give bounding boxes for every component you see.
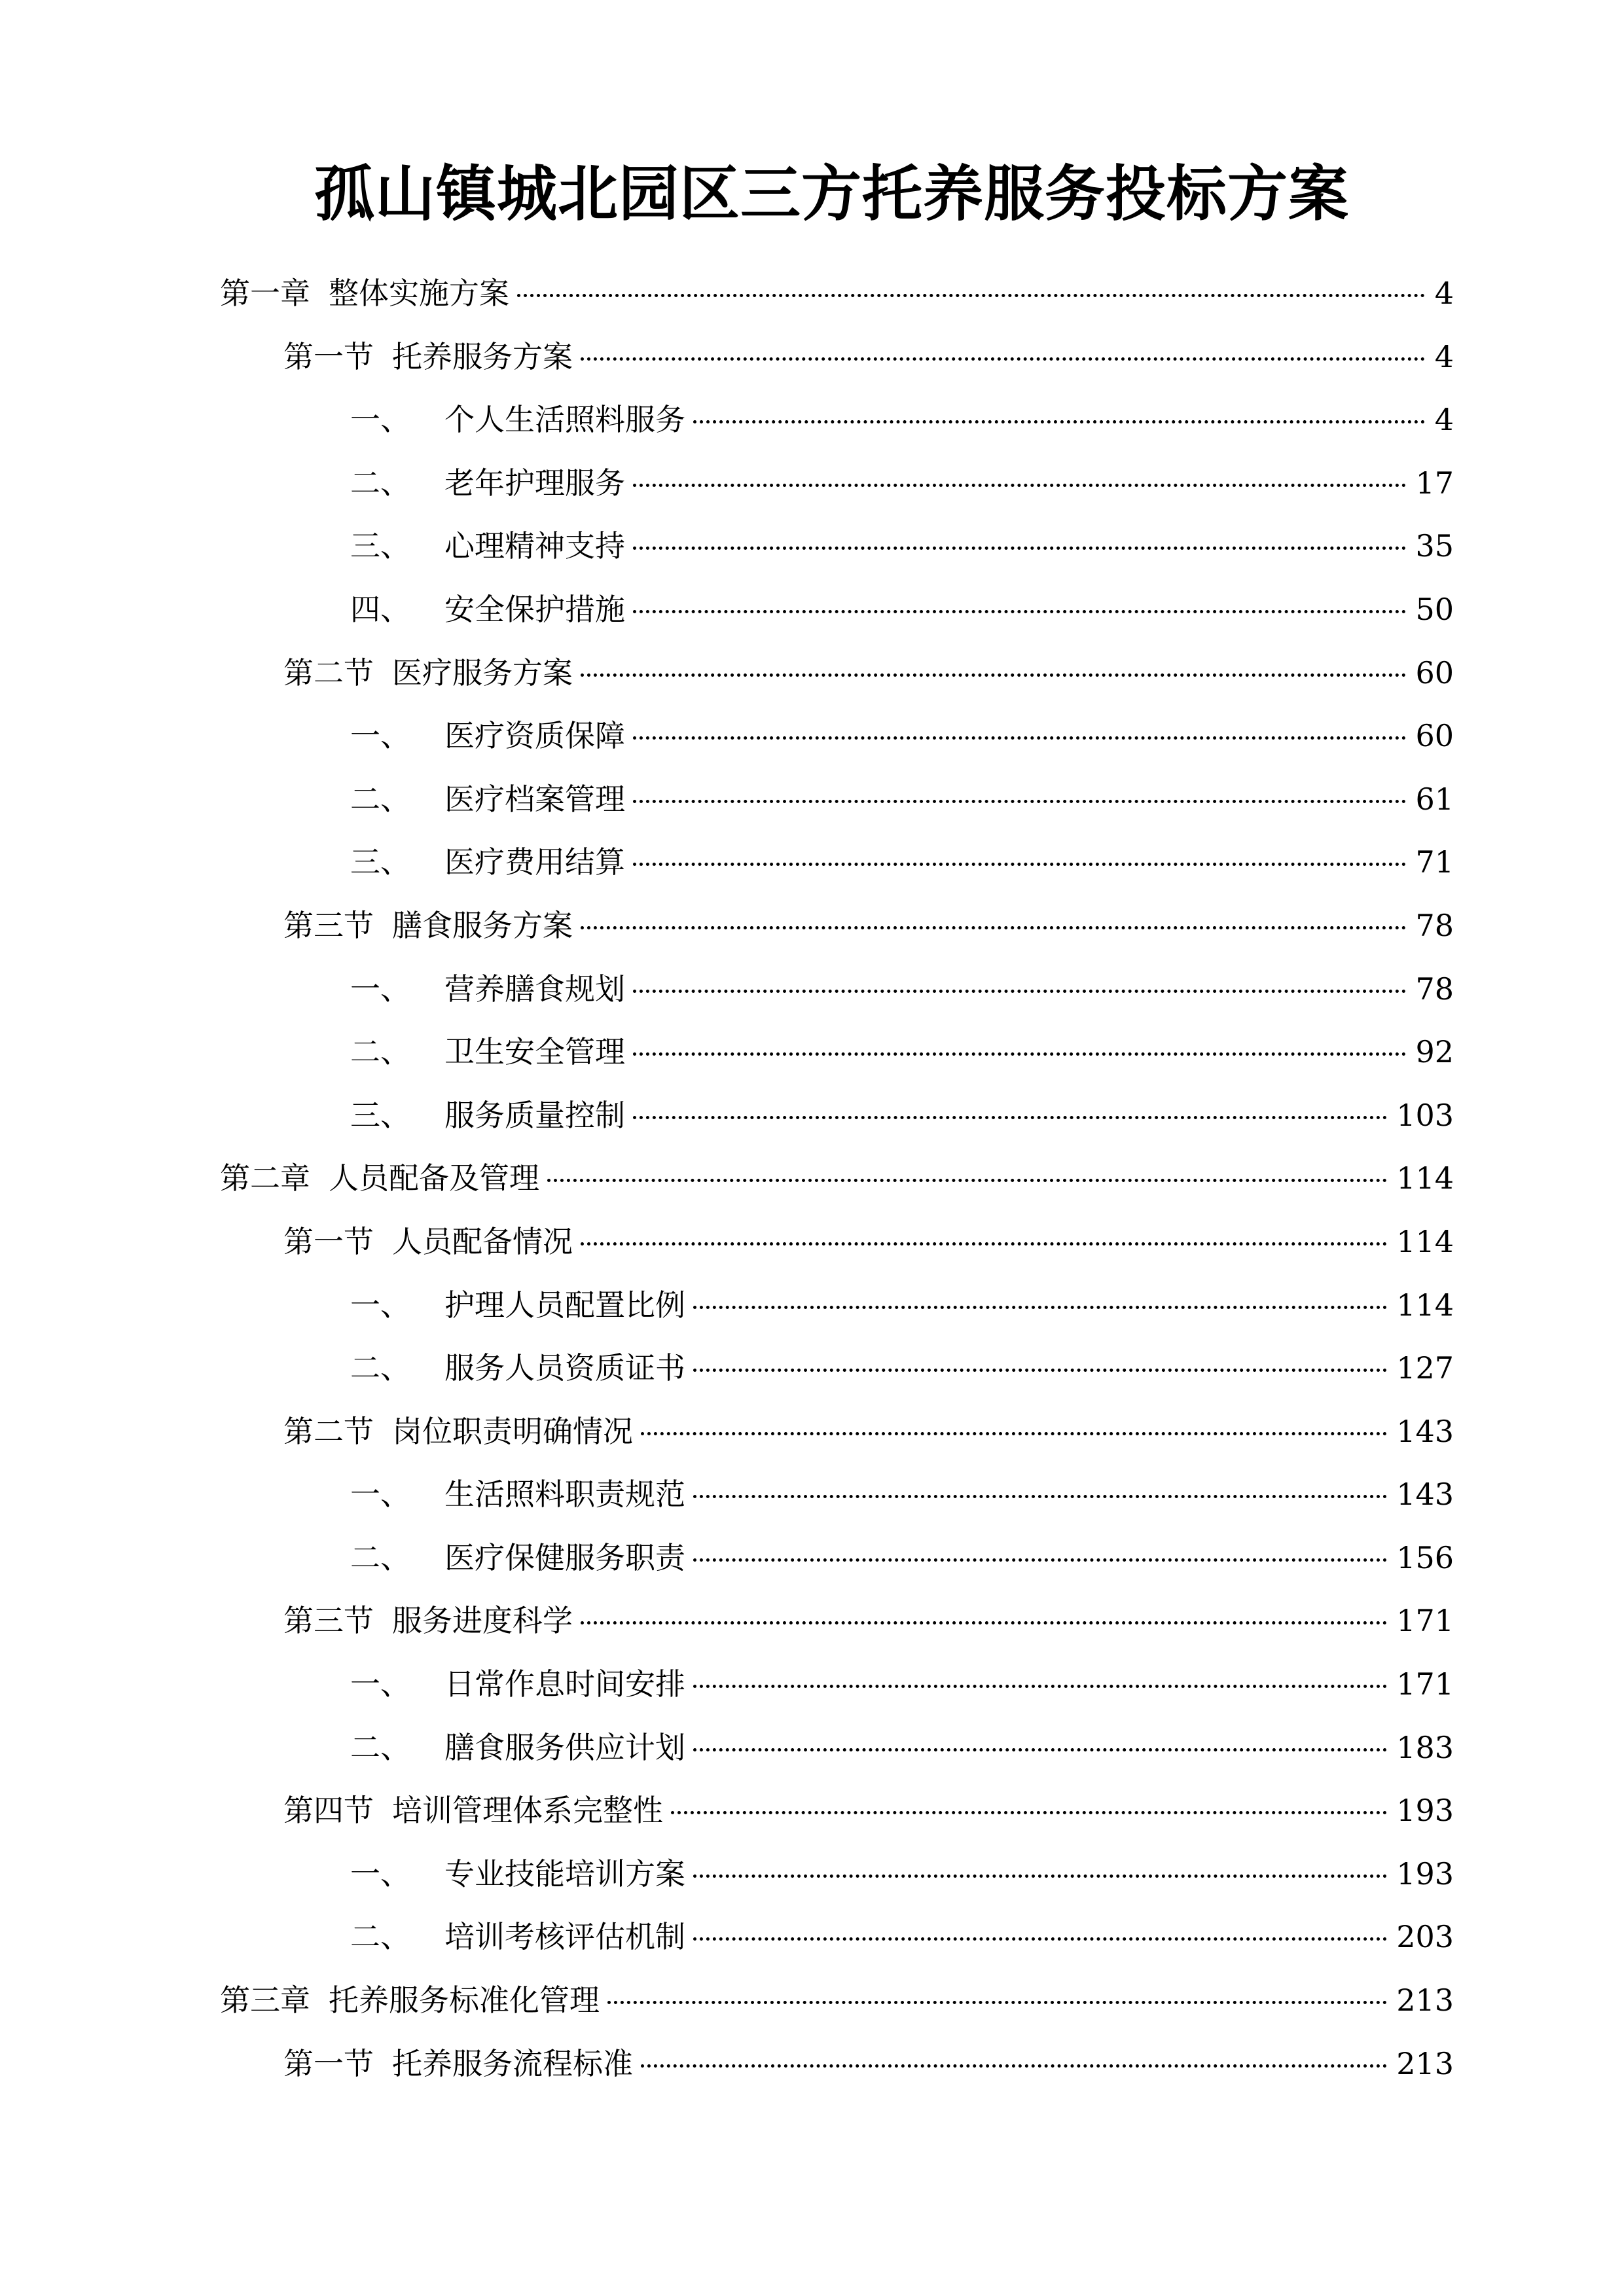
toc-dot-leader xyxy=(633,799,1406,803)
toc-dot-leader xyxy=(693,1748,1387,1751)
toc-entry-title: 人员配备及管理 xyxy=(329,1160,539,1196)
toc-entry-number: 一、 xyxy=(350,1856,410,1892)
toc-dot-leader xyxy=(517,293,1425,297)
toc-entry[interactable] xyxy=(0,1653,1624,1716)
toc-entry-number: 三、 xyxy=(350,844,410,880)
toc-entry-title: 托养服务标准化管理 xyxy=(329,1982,600,2018)
toc-dot-leader xyxy=(633,483,1406,487)
toc-entry-title: 医疗档案管理 xyxy=(444,781,625,817)
toc-entry-number: 二、 xyxy=(350,1350,410,1386)
toc-entry[interactable] xyxy=(0,452,1624,515)
toc-dot-leader xyxy=(633,989,1406,993)
toc-entry-page-number: 60 xyxy=(1415,655,1454,691)
toc-entry-number: 一、 xyxy=(350,971,410,1007)
toc-entry-page-number: 171 xyxy=(1396,1666,1454,1702)
toc-entry[interactable] xyxy=(0,325,1624,389)
toc-entry-title: 安全保护措施 xyxy=(444,591,625,627)
toc-entry-page-number: 183 xyxy=(1396,1729,1454,1765)
toc-entry-number: 二、 xyxy=(350,465,410,501)
toc-entry[interactable] xyxy=(0,578,1624,641)
toc-dot-leader xyxy=(693,1494,1387,1498)
toc-entry-title: 服务进度科学 xyxy=(392,1603,573,1639)
toc-entry-number: 第一节 xyxy=(283,1223,374,1259)
toc-entry-title: 培训管理体系完整性 xyxy=(392,1793,663,1829)
toc-entry[interactable] xyxy=(0,768,1624,831)
toc-entry-page-number: 35 xyxy=(1415,528,1454,564)
toc-entry-page-number: 4 xyxy=(1434,276,1454,311)
toc-entry-number: 一、 xyxy=(350,1287,410,1323)
toc-entry-page-number: 17 xyxy=(1415,465,1454,501)
toc-entry-number: 第三节 xyxy=(283,1603,374,1639)
toc-entry-number: 二、 xyxy=(350,781,410,817)
toc-entry[interactable] xyxy=(0,262,1624,325)
toc-entry[interactable] xyxy=(0,1336,1624,1400)
toc-entry[interactable] xyxy=(0,1842,1624,1906)
toc-dot-leader xyxy=(581,1242,1387,1246)
toc-entry-title: 整体实施方案 xyxy=(329,276,509,311)
toc-entry[interactable] xyxy=(0,1969,1624,2032)
toc-dot-leader xyxy=(671,1810,1387,1814)
toc-entry[interactable] xyxy=(0,1020,1624,1084)
toc-entry[interactable] xyxy=(0,1274,1624,1337)
toc-entry[interactable] xyxy=(0,1463,1624,1526)
toc-entry-page-number: 78 xyxy=(1415,971,1454,1007)
toc-entry-number: 第四节 xyxy=(283,1793,374,1829)
toc-dot-leader xyxy=(693,1684,1387,1688)
toc-entry-page-number: 4 xyxy=(1434,402,1454,438)
toc-entry-title: 服务人员资质证书 xyxy=(444,1350,685,1386)
toc-entry-title: 培训考核评估机制 xyxy=(444,1919,685,1955)
toc-entry-title: 医疗费用结算 xyxy=(444,844,625,880)
toc-dot-leader xyxy=(693,1368,1387,1372)
toc-entry[interactable] xyxy=(0,514,1624,578)
toc-entry-title: 膳食服务方案 xyxy=(392,907,573,943)
toc-entry-page-number: 60 xyxy=(1415,718,1454,754)
toc-entry-page-number: 50 xyxy=(1415,591,1454,627)
toc-dot-leader xyxy=(633,736,1406,740)
toc-entry-page-number: 71 xyxy=(1415,844,1454,880)
toc-entry[interactable] xyxy=(0,1905,1624,1969)
toc-entry-number: 一、 xyxy=(350,402,410,438)
toc-entry-number: 二、 xyxy=(350,1034,410,1070)
toc-dot-leader xyxy=(581,673,1406,677)
toc-entry[interactable] xyxy=(0,704,1624,768)
toc-entry-page-number: 92 xyxy=(1415,1034,1454,1070)
toc-dot-leader xyxy=(581,925,1406,929)
toc-entry-title: 卫生安全管理 xyxy=(444,1034,625,1070)
toc-entry-number: 第三节 xyxy=(283,907,374,943)
toc-entry-page-number: 78 xyxy=(1415,907,1454,943)
toc-entry-title: 专业技能培训方案 xyxy=(444,1856,685,1892)
toc-dot-leader xyxy=(693,1305,1387,1309)
toc-dot-leader xyxy=(547,1178,1387,1182)
toc-entry-number: 四、 xyxy=(350,591,410,627)
toc-entry[interactable] xyxy=(0,1210,1624,1274)
toc-entry-number: 第一节 xyxy=(283,338,374,374)
toc-entry-title: 老年护理服务 xyxy=(444,465,625,501)
toc-entry-title: 托养服务方案 xyxy=(392,338,573,374)
toc-entry-number: 二、 xyxy=(350,1919,410,1955)
toc-entry-title: 人员配备情况 xyxy=(392,1223,573,1259)
toc-entry-page-number: 4 xyxy=(1434,338,1454,374)
toc-entry-number: 第二章 xyxy=(220,1160,310,1196)
toc-entry[interactable] xyxy=(0,1779,1624,1842)
toc-entry-number: 第三章 xyxy=(220,1982,310,2018)
toc-dot-leader xyxy=(641,2064,1387,2068)
toc-entry[interactable] xyxy=(0,1716,1624,1780)
toc-entry[interactable] xyxy=(0,958,1624,1021)
toc-entry-number: 二、 xyxy=(350,1729,410,1765)
toc-entry[interactable] xyxy=(0,1589,1624,1653)
toc-entry-page-number: 114 xyxy=(1396,1160,1454,1196)
toc-entry[interactable] xyxy=(0,2032,1624,2096)
table-of-contents xyxy=(0,262,1624,2095)
toc-entry-page-number: 61 xyxy=(1415,781,1454,817)
toc-entry-title: 医疗服务方案 xyxy=(392,655,573,691)
toc-entry[interactable] xyxy=(0,894,1624,958)
toc-dot-leader xyxy=(633,1052,1406,1056)
toc-dot-leader xyxy=(693,1558,1387,1562)
toc-entry-page-number: 171 xyxy=(1396,1603,1454,1639)
toc-entry-title: 膳食服务供应计划 xyxy=(444,1729,685,1765)
toc-dot-leader xyxy=(633,862,1406,866)
toc-entry-title: 护理人员配置比例 xyxy=(444,1287,685,1323)
document-title: 孤山镇城北园区三方托养服务投标方案 xyxy=(314,159,1349,229)
toc-entry-number: 三、 xyxy=(350,1097,410,1133)
toc-entry-page-number: 114 xyxy=(1396,1287,1454,1323)
toc-entry[interactable] xyxy=(0,1084,1624,1147)
toc-entry-page-number: 213 xyxy=(1396,1982,1454,2018)
toc-dot-leader xyxy=(607,2000,1387,2004)
toc-dot-leader xyxy=(693,1874,1387,1878)
toc-entry-number: 第二节 xyxy=(283,1413,374,1449)
toc-entry-title: 心理精神支持 xyxy=(444,528,625,564)
toc-dot-leader xyxy=(693,1937,1387,1941)
toc-entry-page-number: 143 xyxy=(1396,1477,1454,1513)
toc-entry-number: 二、 xyxy=(350,1539,410,1575)
toc-dot-leader xyxy=(581,1621,1387,1624)
toc-entry-page-number: 193 xyxy=(1396,1793,1454,1829)
toc-entry-title: 服务质量控制 xyxy=(444,1097,625,1133)
toc-dot-leader xyxy=(633,1115,1387,1119)
toc-entry-title: 医疗保健服务职责 xyxy=(444,1539,685,1575)
toc-entry-title: 医疗资质保障 xyxy=(444,718,625,754)
toc-entry[interactable] xyxy=(0,641,1624,705)
toc-entry-page-number: 156 xyxy=(1396,1539,1454,1575)
toc-dot-leader xyxy=(633,609,1406,613)
toc-dot-leader xyxy=(641,1431,1387,1435)
toc-entry-page-number: 143 xyxy=(1396,1413,1454,1449)
toc-entry[interactable] xyxy=(0,831,1624,894)
toc-entry-title: 岗位职责明确情况 xyxy=(392,1413,633,1449)
toc-entry[interactable] xyxy=(0,388,1624,452)
toc-dot-leader xyxy=(581,357,1425,361)
toc-entry-number: 第二节 xyxy=(283,655,374,691)
toc-entry[interactable] xyxy=(0,1147,1624,1210)
toc-entry-title: 营养膳食规划 xyxy=(444,971,625,1007)
toc-dot-leader xyxy=(693,420,1425,423)
toc-entry-number: 一、 xyxy=(350,718,410,754)
toc-entry-page-number: 114 xyxy=(1396,1223,1454,1259)
toc-entry[interactable] xyxy=(0,1400,1624,1463)
toc-entry-page-number: 193 xyxy=(1396,1856,1454,1892)
toc-entry-page-number: 103 xyxy=(1396,1097,1454,1133)
toc-dot-leader xyxy=(633,546,1406,550)
toc-entry-title: 生活照料职责规范 xyxy=(444,1477,685,1513)
toc-entry-page-number: 213 xyxy=(1396,2045,1454,2081)
toc-entry-title: 托养服务流程标准 xyxy=(392,2045,633,2081)
toc-entry-number: 一、 xyxy=(350,1477,410,1513)
toc-entry-number: 第一章 xyxy=(220,276,310,311)
toc-entry[interactable] xyxy=(0,1526,1624,1590)
toc-entry-number: 第一节 xyxy=(283,2045,374,2081)
toc-entry-title: 个人生活照料服务 xyxy=(444,402,685,438)
toc-entry-number: 一、 xyxy=(350,1666,410,1702)
toc-entry-title: 日常作息时间安排 xyxy=(444,1666,685,1702)
toc-entry-page-number: 203 xyxy=(1396,1919,1454,1955)
toc-entry-number: 三、 xyxy=(350,528,410,564)
toc-entry-page-number: 127 xyxy=(1396,1350,1454,1386)
